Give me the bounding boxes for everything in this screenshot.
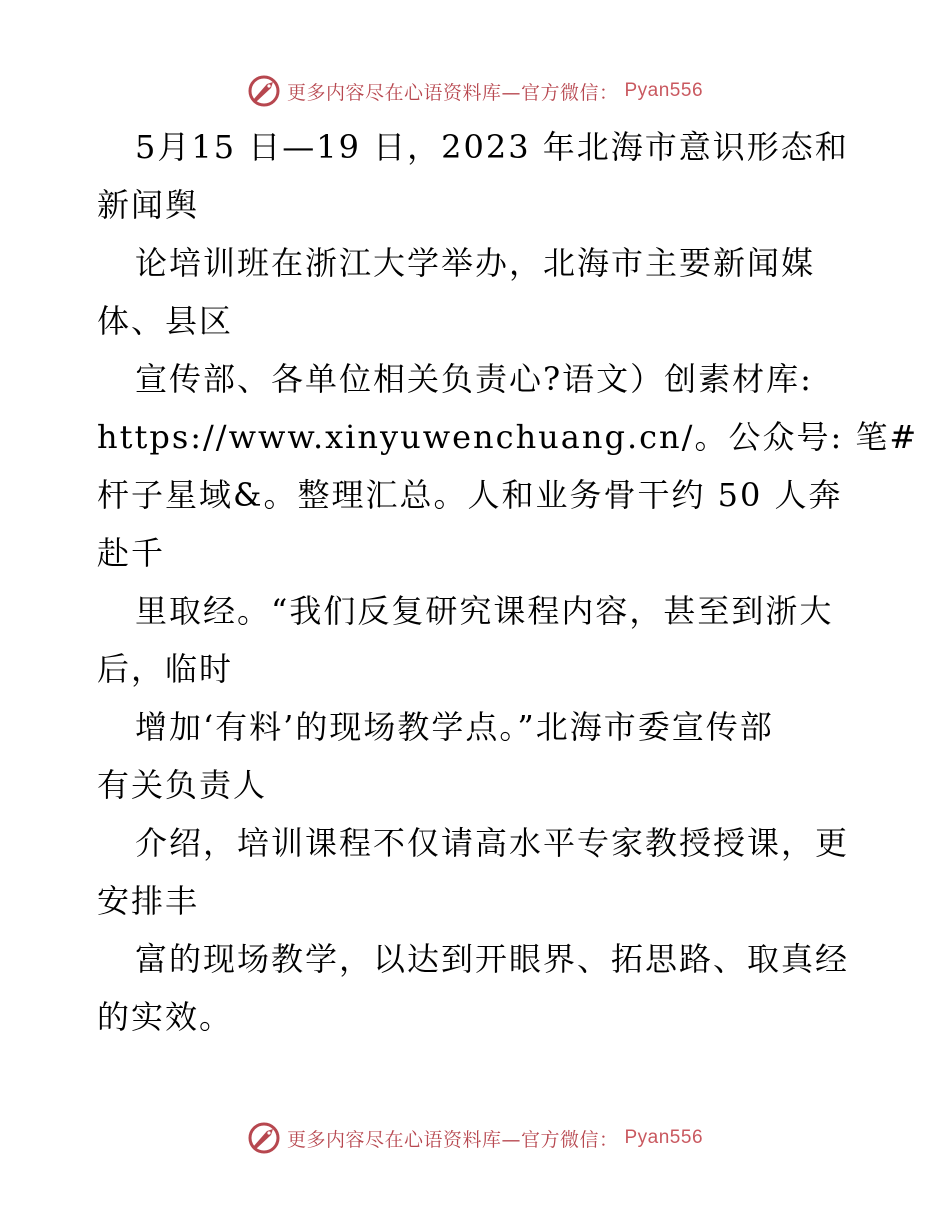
footer-watermark bbox=[0, 1118, 950, 1158]
text-line: 新闻舆 bbox=[97, 186, 200, 224]
text-line: 宣传部、各单位相关负责心?语文）创素材库: bbox=[135, 360, 813, 398]
text-line: 增加‘有料’的现场教学点。”北海市委宣传部 bbox=[135, 708, 774, 746]
pen-nib-circle-icon bbox=[247, 74, 281, 108]
text-line: 杆子星域&。整理汇总。人和业务骨干约 50 人奔 bbox=[97, 476, 843, 514]
text-line: 的实效。 bbox=[97, 998, 234, 1036]
text-line: 后，临时 bbox=[97, 650, 234, 688]
text-line: 里取经。“我们反复研究课程内容，甚至到浙大 bbox=[135, 592, 834, 630]
text-line: 有关负责人 bbox=[97, 766, 268, 804]
text-line: 赴千 bbox=[97, 534, 166, 572]
text-line: 5月15 日—19 日，2023 年北海市意识形态和 bbox=[135, 128, 849, 166]
text-line: https://www.xinyuwenchuang.cn/。公众号: 笔# bbox=[97, 418, 919, 456]
header-watermark bbox=[0, 71, 950, 111]
watermark-wechat-id: Pyan556 bbox=[624, 1127, 704, 1148]
watermark-text: 更多内容尽在心语资料库—官方微信： bbox=[286, 81, 619, 104]
document-body bbox=[97, 118, 919, 1046]
text-line: 安排丰 bbox=[97, 882, 200, 920]
text-line: 体、县区 bbox=[97, 302, 234, 340]
watermark-wechat-id: Pyan556 bbox=[624, 80, 704, 101]
watermark-text: 更多内容尽在心语资料库—官方微信： bbox=[286, 1128, 619, 1151]
pen-nib-circle-icon bbox=[247, 1121, 281, 1155]
text-line: 富的现场教学，以达到开眼界、拓思路、取真经 bbox=[135, 940, 850, 978]
text-line: 论培训班在浙江大学举办，北海市主要新闻媒 bbox=[135, 244, 816, 282]
text-line: 介绍，培训课程不仅请高水平专家教授授课，更 bbox=[135, 824, 850, 862]
